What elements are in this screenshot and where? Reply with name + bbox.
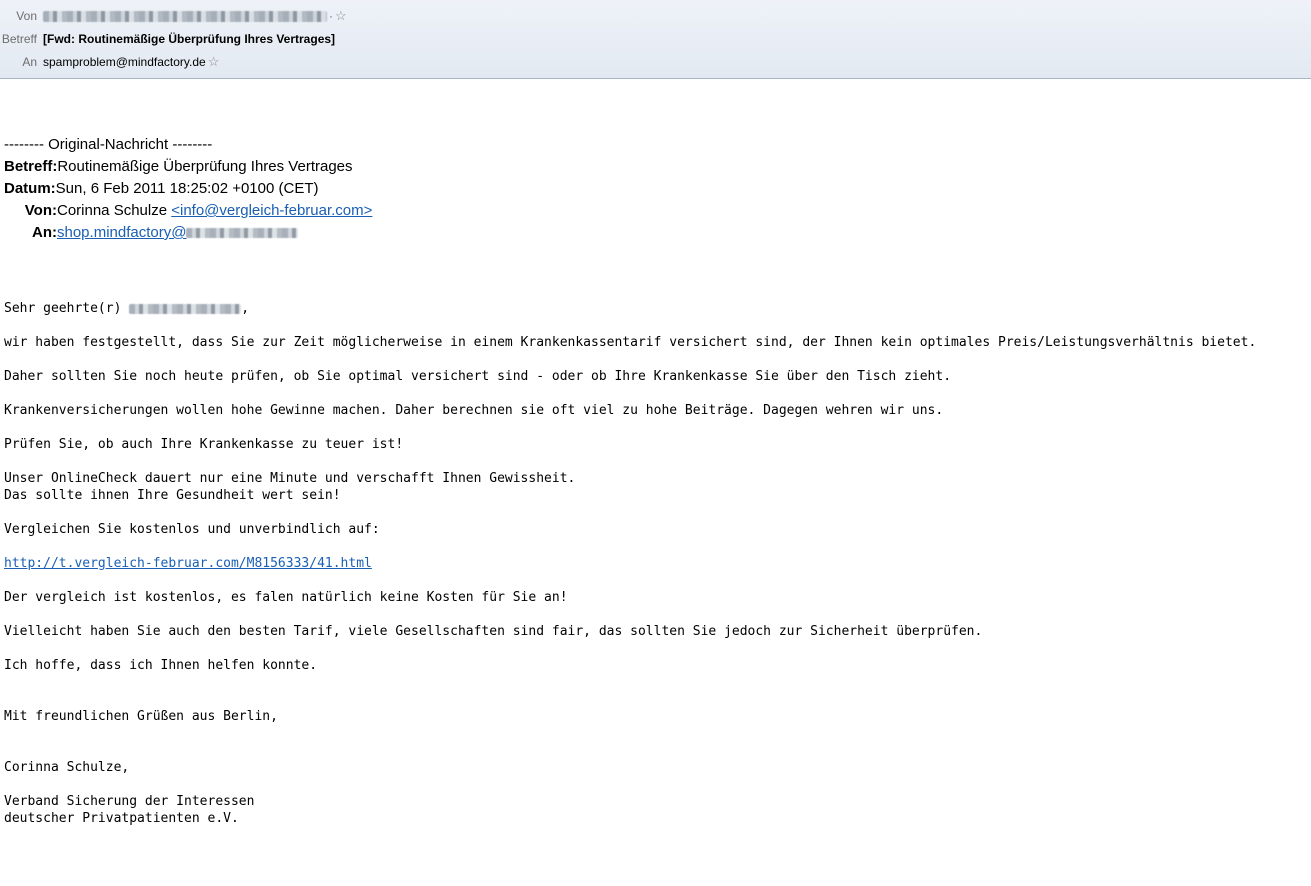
original-to-label: An: <box>32 224 57 241</box>
message-header <box>0 0 1311 79</box>
subject-value: [Fwd: Routinemäßige Überprüfung Ihres Vertrages] <box>43 32 336 46</box>
subject-row <box>0 30 335 48</box>
closing: Mit freundlichen Grüßen aus Berlin, <box>4 709 278 724</box>
original-subject-row <box>4 156 372 178</box>
original-from-label: Von: <box>24 202 57 219</box>
body-url-link[interactable]: http://t.vergleich-februar.com/M8156333/41.html <box>4 556 372 571</box>
redacted-domain <box>186 228 298 238</box>
to-value[interactable]: spamproblem@mindfactory.de <box>43 55 206 69</box>
original-to-email-text: shop.mindfactory@ <box>57 224 187 241</box>
original-to-row <box>4 222 372 244</box>
original-subject-value: Routinemäßige Überprüfung Ihres Vertrages <box>57 158 353 175</box>
paragraph: Daher sollten Sie noch heute prüfen, ob Sie optimal versichert sind - oder ob Ihre Krankenkasse Sie über den Tisch zieht. <box>4 369 952 384</box>
body-url-row <box>4 555 1304 572</box>
paragraph: Prüfen Sie, ob auch Ihre Krankenkasse zu teuer ist! <box>4 437 404 452</box>
paragraph: Vergleichen Sie kostenlos und unverbindlich auf: <box>4 522 380 537</box>
subject-label: Betreff <box>1 32 37 46</box>
separator-dot: · <box>329 9 333 23</box>
original-to-email-link[interactable] <box>57 224 298 241</box>
original-message-header <box>4 134 372 244</box>
paragraph: Das sollte ihnen Ihre Gesundheit wert sein! <box>4 488 341 503</box>
paragraph: wir haben festgestellt, dass Sie zur Zeit möglicherweise in einem Krankenkassentarif versichert sind, der Ihnen kein optimales Preis/Leistungsverhältnis bietet. <box>4 335 1257 350</box>
signature-name: Corinna Schulze, <box>4 760 130 775</box>
signature-org: deutscher Privatpatienten e.V. <box>4 811 239 826</box>
salutation-comma: , <box>241 301 250 316</box>
paragraph: Krankenversicherungen wollen hohe Gewinne machen. Daher berechnen sie oft viel zu hohe Beiträge. Dagegen wehren wir uns. <box>4 403 944 418</box>
from-label: Von <box>16 9 37 23</box>
original-date-row <box>4 178 372 200</box>
star-icon[interactable]: ☆ <box>207 54 220 69</box>
original-date-value: Sun, 6 Feb 2011 18:25:02 +0100 (CET) <box>55 180 319 197</box>
to-row <box>0 53 219 71</box>
paragraph: Vielleicht haben Sie auch den besten Tarif, viele Gesellschaften sind fair, das sollten Sie jedoch zur Sicherheit überprüfen. <box>4 624 983 639</box>
to-label: An <box>22 55 37 69</box>
original-date-label: Datum: <box>4 180 56 197</box>
redacted-recipient-name <box>129 304 241 314</box>
paragraph: Ich hoffe, dass ich Ihnen helfen konnte. <box>4 658 318 673</box>
from-row <box>0 7 347 25</box>
paragraph: Unser OnlineCheck dauert nur eine Minute und verschafft Ihnen Gewissheit. <box>4 471 576 486</box>
salutation <box>4 300 1304 317</box>
original-subject-label: Betreff: <box>4 158 58 175</box>
paragraph: Der vergleich ist kostenlos, es falen natürlich keine Kosten für Sie an! <box>4 590 568 605</box>
star-icon[interactable]: ☆ <box>335 8 347 23</box>
original-from-row <box>4 200 372 222</box>
original-separator: -------- Original-Nachricht -------- <box>4 136 213 153</box>
original-from-name: Corinna Schulze <box>57 202 172 219</box>
redacted-sender <box>43 11 327 22</box>
original-from-email-link[interactable]: <info@vergleich-februar.com> <box>171 202 373 219</box>
message-body <box>4 300 1304 827</box>
signature-org: Verband Sicherung der Interessen <box>4 794 255 809</box>
salutation-text: Sehr geehrte(r) <box>4 301 122 316</box>
